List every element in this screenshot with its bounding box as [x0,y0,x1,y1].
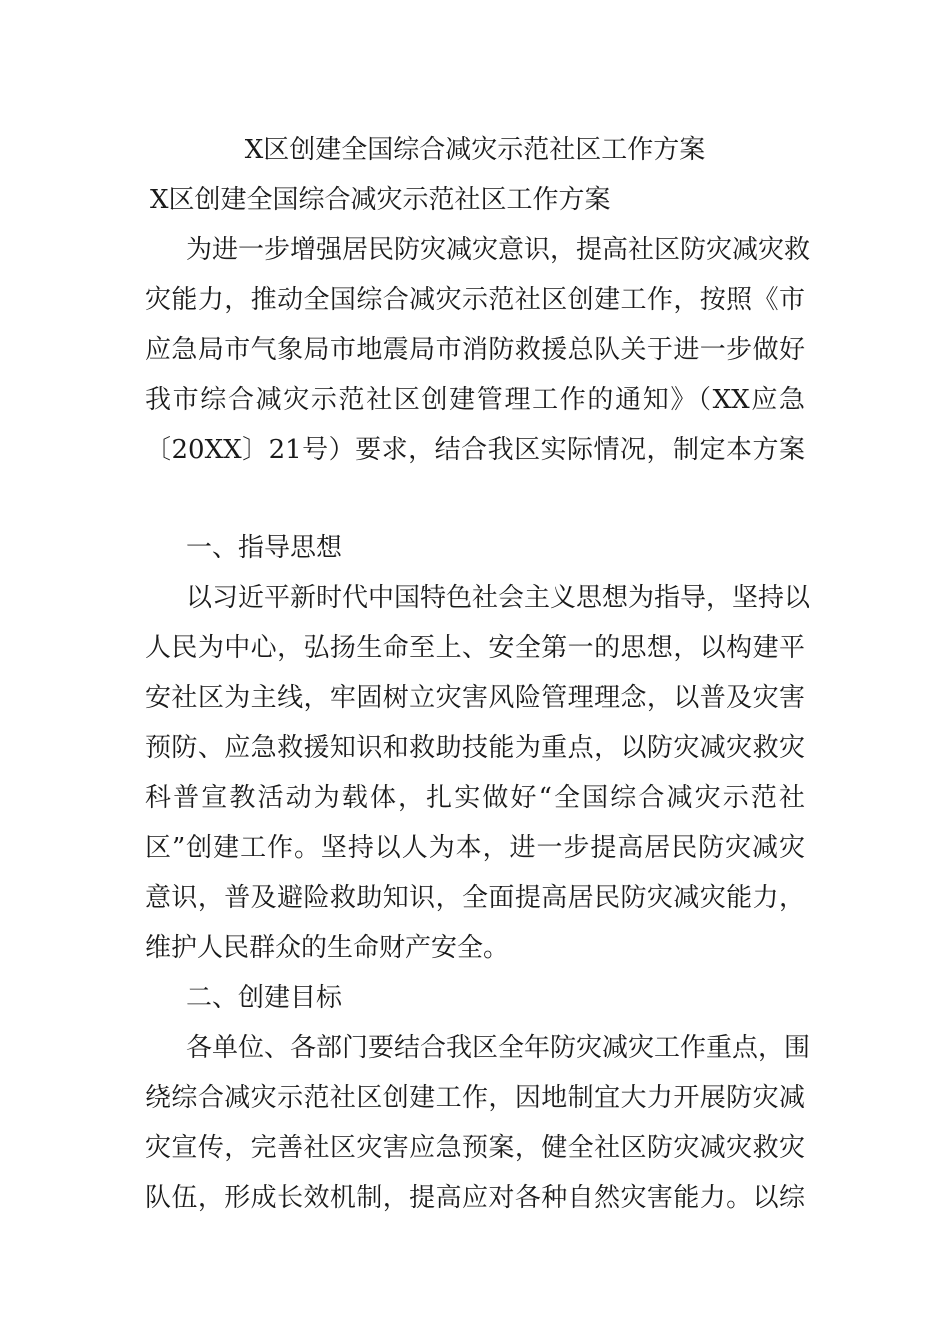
section-heading-2: 二、创建目标 [186,983,343,1013]
section1-line: 维护人民群众的生命财产安全。 [145,933,510,963]
section1-line: 预防、应急救援知识和救助技能为重点，以防灾减灾救灾 [145,733,805,763]
section-heading-1: 一、指导思想 [186,533,343,563]
section2-line: 队伍，形成长效机制，提高应对各种自然灾害能力。以综 [145,1183,805,1213]
section2-line: 灾宣传，完善社区灾害应急预案，健全社区防灾减灾救灾 [145,1133,805,1163]
intro-line: 应急局市气象局市地震局市消防救援总队关于进一步做好 [145,335,805,365]
document-subtitle: X区创建全国综合减灾示范社区工作方案 [150,185,611,215]
intro-line: 我市综合减灾示范社区创建管理工作的通知》（XX应急 [145,385,805,415]
section2-line: 绕综合减灾示范社区创建工作，因地制宜大力开展防灾减 [145,1083,805,1113]
section2-line: 各单位、各部门要结合我区全年防灾减灾工作重点，围 [186,1033,811,1063]
section1-line: 人民为中心，弘扬生命至上、安全第一的思想，以构建平 [145,633,805,663]
section1-line: 科普宣教活动为载体，扎实做好“全国综合减灾示范社 [145,783,805,813]
section1-line: 以习近平新时代中国特色社会主义思想为指导，坚持以 [186,583,811,613]
document-title: X区创建全国综合减灾示范社区工作方案 [244,135,706,165]
intro-line: 〔20XX〕21号）要求，结合我区实际情况，制定本方案 [145,435,805,465]
intro-line: 为进一步增强居民防灾减灾意识，提高社区防灾减灾救 [186,235,811,265]
section1-line: 意识，普及避险救助知识，全面提高居民防灾减灾能力， [145,883,805,913]
section1-line: 安社区为主线，牢固树立灾害风险管理理念，以普及灾害 [145,683,805,713]
section1-line: 区”创建工作。坚持以人为本，进一步提高居民防灾减灾 [145,833,805,863]
intro-line: 灾能力，推动全国综合减灾示范社区创建工作，按照《市 [145,285,805,315]
